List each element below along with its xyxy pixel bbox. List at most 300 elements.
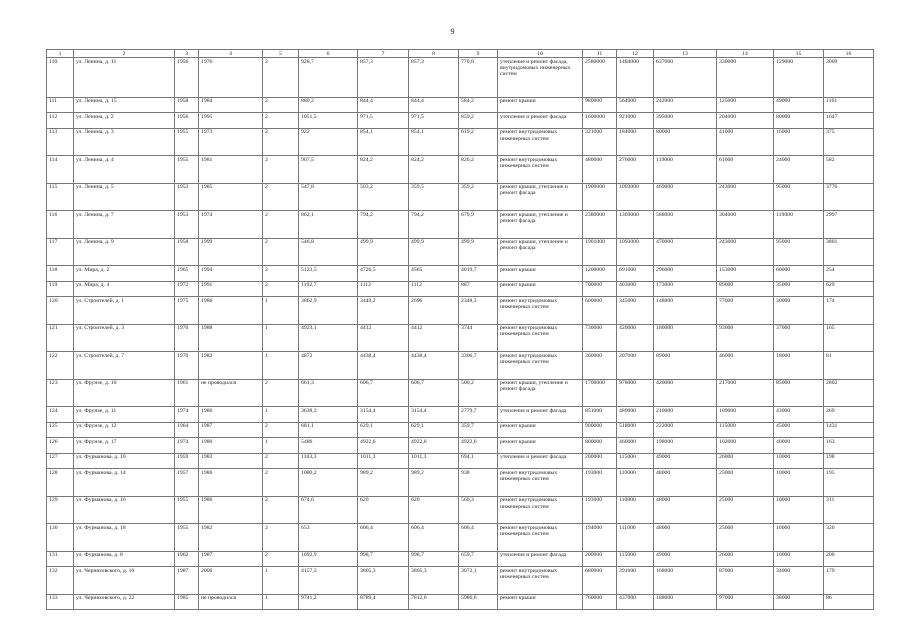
table-cell: 629,1 bbox=[409, 422, 459, 438]
table-row bbox=[47, 324, 874, 351]
table-cell: утепление и ремонт фасада bbox=[498, 113, 583, 129]
column-number-cell: 8 bbox=[409, 50, 459, 58]
table-cell: ул. Черняховского, д. 22 bbox=[74, 594, 175, 610]
table-cell: 989,2 bbox=[358, 469, 409, 496]
column-number-cell: 16 bbox=[824, 50, 874, 58]
table-cell: 2779,7 bbox=[459, 407, 498, 423]
table-cell: 242000 bbox=[654, 97, 717, 113]
table-cell: 1953 bbox=[175, 211, 199, 238]
table-cell: 653 bbox=[299, 524, 358, 551]
table-cell: 1955 bbox=[175, 156, 199, 183]
table-cell: 61000 bbox=[717, 156, 774, 183]
table-cell: 1970 bbox=[175, 352, 199, 379]
table-cell: 1953 bbox=[175, 183, 199, 210]
table-cell: 3805,3 bbox=[409, 567, 459, 594]
table-cell: 110000 bbox=[617, 469, 654, 496]
table-cell: 360000 bbox=[583, 352, 617, 379]
table-cell: 1956 bbox=[175, 113, 199, 129]
table-cell: ул. Фурманова, д. 14 bbox=[74, 469, 175, 496]
table-cell: 1958 bbox=[175, 238, 199, 265]
table-cell: 3638,3 bbox=[299, 407, 358, 423]
table-cell: 179 bbox=[824, 567, 874, 594]
table-cell: 304000 bbox=[717, 211, 774, 238]
table-row bbox=[47, 97, 874, 113]
table-cell: 1982 bbox=[199, 352, 263, 379]
table-cell: 4438,4 bbox=[409, 352, 459, 379]
table-cell: 207000 bbox=[617, 352, 654, 379]
table-cell: 48000 bbox=[654, 524, 717, 551]
table-cell: 1986 bbox=[199, 496, 263, 523]
table-cell: 130 bbox=[47, 524, 74, 551]
table-cell: 691000 bbox=[617, 266, 654, 282]
table-cell: 122 bbox=[47, 352, 74, 379]
table-row bbox=[47, 453, 874, 469]
table-cell: 391000 bbox=[617, 567, 654, 594]
table-cell: 1999 bbox=[199, 238, 263, 265]
table-cell: ул. Фрунзе, д. 11 bbox=[74, 407, 175, 423]
table-cell: 204000 bbox=[717, 113, 774, 129]
table-cell: 1973 bbox=[199, 128, 263, 155]
table-cell: 49000 bbox=[774, 97, 824, 113]
table-cell: 35000 bbox=[774, 281, 824, 297]
table-cell: 60000 bbox=[774, 266, 824, 282]
table-cell: 269 bbox=[824, 407, 874, 423]
table-cell: 1955 bbox=[175, 128, 199, 155]
table-cell: 165 bbox=[824, 324, 874, 351]
table-cell: 41000 bbox=[717, 128, 774, 155]
table-cell: 2997 bbox=[824, 211, 874, 238]
table-cell: 1 bbox=[263, 567, 299, 594]
table-row bbox=[47, 379, 874, 406]
table-cell: 115000 bbox=[617, 551, 654, 567]
table-cell: ремонт крыши, утепление и ремонт фасада bbox=[498, 379, 583, 406]
table-cell: 1647 bbox=[824, 113, 874, 129]
table-cell: 4872 bbox=[299, 352, 358, 379]
table-cell: 989,2 bbox=[409, 469, 459, 496]
table-cell: 30000 bbox=[774, 297, 824, 324]
table-cell: 49000 bbox=[654, 551, 717, 567]
table-cell: 922 bbox=[299, 128, 358, 155]
table-cell: 3154,4 bbox=[409, 407, 459, 423]
table-cell: 659,7 bbox=[459, 551, 498, 567]
table-cell: 5486 bbox=[299, 438, 358, 454]
table-cell: 254 bbox=[824, 266, 874, 282]
table-cell: 2 bbox=[263, 183, 299, 210]
table-cell: 971,5 bbox=[409, 113, 459, 129]
table-cell: 1995 bbox=[199, 113, 263, 129]
column-number-cell: 12 bbox=[617, 50, 654, 58]
table-cell: 503,2 bbox=[358, 183, 409, 210]
table-cell: 2 bbox=[263, 156, 299, 183]
table-cell: 1093000 bbox=[617, 183, 654, 210]
table-cell: 844,4 bbox=[358, 97, 409, 113]
table-cell: ремонт внутридомовых инженерных систем bbox=[498, 496, 583, 523]
table-cell: 112 bbox=[47, 113, 74, 129]
column-number-cell: 10 bbox=[498, 50, 583, 58]
table-cell: ремонт внутридомовых инженерных систем bbox=[498, 469, 583, 496]
table-cell: 2696 bbox=[409, 297, 459, 324]
table-cell: 77000 bbox=[717, 297, 774, 324]
table-cell: 584,2 bbox=[459, 97, 498, 113]
table-cell: 195 bbox=[824, 469, 874, 496]
table-cell: ремонт крыши, утепление и ремонт фасада bbox=[498, 211, 583, 238]
table-cell: 437000 bbox=[617, 594, 654, 610]
table-cell: 1 bbox=[263, 407, 299, 423]
table-row bbox=[47, 551, 874, 567]
table-cell: 80000 bbox=[654, 128, 717, 155]
table-cell: 359,7 bbox=[459, 422, 498, 438]
table-cell: 321000 bbox=[583, 128, 617, 155]
table-cell: 1994 bbox=[199, 266, 263, 282]
table-cell: 320 bbox=[824, 524, 874, 551]
table-cell: 25000 bbox=[717, 469, 774, 496]
column-number-cell: 2 bbox=[74, 50, 175, 58]
table-cell: 3862,9 bbox=[299, 297, 358, 324]
table-cell: 168000 bbox=[654, 567, 717, 594]
table-row bbox=[47, 438, 874, 454]
table-cell: 217000 bbox=[717, 379, 774, 406]
table-cell: 3072,1 bbox=[459, 567, 498, 594]
table-cell: 907,5 bbox=[299, 156, 358, 183]
table-cell: 859,2 bbox=[459, 113, 498, 129]
table-cell: 1987 bbox=[175, 567, 199, 594]
table-cell: ул. Ленина, д. 11 bbox=[74, 58, 175, 97]
table-cell: ул. Фурманова, д. 18 bbox=[74, 524, 175, 551]
table-cell: 128 bbox=[47, 469, 74, 496]
table-cell: 1980 bbox=[199, 438, 263, 454]
table-cell: утепление и ремонт фасада, внутридомовых инженерных систем bbox=[498, 58, 583, 97]
table-cell: 18000 bbox=[774, 352, 824, 379]
table-cell: 173000 bbox=[654, 281, 717, 297]
table-cell: 606,7 bbox=[358, 379, 409, 406]
table-cell: 1955 bbox=[175, 496, 199, 523]
table-cell: 2 bbox=[263, 113, 299, 129]
table-row bbox=[47, 496, 874, 523]
table-cell: 2 bbox=[263, 524, 299, 551]
table-cell: ремонт крыши bbox=[498, 281, 583, 297]
column-number-cell: 15 bbox=[774, 50, 824, 58]
table-cell: ул. Фрунзе, д. 10 bbox=[74, 379, 175, 406]
table-cell: 110000 bbox=[617, 496, 654, 523]
table-cell: ул. Ленина, д. 2 bbox=[74, 113, 175, 129]
table-cell: 760000 bbox=[583, 594, 617, 610]
table-cell: 1986 bbox=[199, 469, 263, 496]
table-cell: 489000 bbox=[617, 407, 654, 423]
table-cell: 120 bbox=[47, 297, 74, 324]
table-cell: 1093000 bbox=[617, 238, 654, 265]
table-cell: 629 bbox=[824, 281, 874, 297]
column-number-cell: 6 bbox=[299, 50, 358, 58]
table-cell: 978000 bbox=[617, 379, 654, 406]
table-cell: 824,2 bbox=[409, 156, 459, 183]
table-cell: ул. Ленина, д. 7 bbox=[74, 211, 175, 238]
table-cell: 606,4 bbox=[358, 524, 409, 551]
table-cell: 679,9 bbox=[459, 211, 498, 238]
table-cell: 1092,9 bbox=[299, 551, 358, 567]
table-cell: 857,3 bbox=[409, 58, 459, 97]
table-cell: ремонт внутридомовых инженерных систем bbox=[498, 297, 583, 324]
table-cell: 1 bbox=[263, 324, 299, 351]
table-cell: 629,1 bbox=[358, 422, 409, 438]
table-cell: 2 bbox=[263, 97, 299, 113]
table-cell: 470000 bbox=[654, 238, 717, 265]
column-number-cell: 4 bbox=[199, 50, 263, 58]
table-cell: ул. Мира, д. 4 bbox=[74, 281, 175, 297]
table-cell: 10000 bbox=[774, 469, 824, 496]
table-cell: 700000 bbox=[583, 281, 617, 297]
table-cell: ул. Ленина, д. 4 bbox=[74, 156, 175, 183]
table-row bbox=[47, 128, 874, 155]
table-cell: 547,8 bbox=[299, 183, 358, 210]
table-cell: 118 bbox=[47, 266, 74, 282]
table-cell: 770,8 bbox=[459, 58, 498, 97]
table-cell: ул. Фурманова, д. 16 bbox=[74, 496, 175, 523]
column-number-cell: 3 bbox=[175, 50, 199, 58]
table-cell: 1431 bbox=[824, 422, 874, 438]
table-cell: 1600000 bbox=[583, 113, 617, 129]
table-cell: 4412 bbox=[358, 324, 409, 351]
table-cell: ремонт крыши bbox=[498, 594, 583, 610]
table-cell: 1961 bbox=[175, 379, 199, 406]
table-cell: 1962 bbox=[175, 551, 199, 567]
table-cell: 499,9 bbox=[358, 238, 409, 265]
table-cell: 163 bbox=[824, 438, 874, 454]
table-cell: ул. Ленина, д. 15 bbox=[74, 97, 175, 113]
table-cell: 243000 bbox=[717, 183, 774, 210]
table-cell: 998,7 bbox=[409, 551, 459, 567]
table-cell: утепление и ремонт фасада bbox=[498, 551, 583, 567]
table-cell: 900000 bbox=[583, 422, 617, 438]
table-cell: 1112 bbox=[358, 281, 409, 297]
table-cell: 1974 bbox=[175, 438, 199, 454]
table-cell: 25000 bbox=[717, 524, 774, 551]
table-cell: 1192,7 bbox=[299, 281, 358, 297]
table-cell: 26000 bbox=[717, 551, 774, 567]
table-cell: 606,7 bbox=[409, 379, 459, 406]
table-cell: 48000 bbox=[654, 496, 717, 523]
table-cell: 4019,7 bbox=[459, 266, 498, 282]
table-cell: 95000 bbox=[774, 183, 824, 210]
table-cell: ремонт внутридомовых инженерных систем bbox=[498, 156, 583, 183]
column-number-cell: 14 bbox=[717, 50, 774, 58]
table-cell: 117 bbox=[47, 238, 74, 265]
table-cell: 43000 bbox=[774, 407, 824, 423]
table-cell: 403000 bbox=[617, 281, 654, 297]
table-cell: 45000 bbox=[774, 422, 824, 438]
table-cell: 1976 bbox=[199, 58, 263, 97]
table-row bbox=[47, 156, 874, 183]
table-cell: 121 bbox=[47, 324, 74, 351]
table-cell: 311 bbox=[824, 496, 874, 523]
table-cell: 1901000 bbox=[583, 238, 617, 265]
table-cell: 862,1 bbox=[299, 211, 358, 238]
table-cell: 1986 bbox=[199, 297, 263, 324]
table-cell: 971,5 bbox=[358, 113, 409, 129]
column-number-row bbox=[47, 50, 874, 58]
table-cell: 5986,6 bbox=[459, 594, 498, 610]
table-cell: 1161 bbox=[824, 97, 874, 113]
table-cell: 119000 bbox=[654, 156, 717, 183]
table-row bbox=[47, 524, 874, 551]
table-cell: 48000 bbox=[654, 469, 717, 496]
table-cell: 34000 bbox=[774, 567, 824, 594]
table-cell: 10000 bbox=[774, 453, 824, 469]
table-cell: 1982 bbox=[199, 524, 263, 551]
table-cell: 794,2 bbox=[409, 211, 459, 238]
table-cell: 330000 bbox=[717, 58, 774, 97]
table-cell: не проводился bbox=[199, 379, 263, 406]
table-cell: 1 bbox=[263, 352, 299, 379]
table-cell: 2 bbox=[263, 281, 299, 297]
table-cell: ремонт крыши bbox=[498, 266, 583, 282]
table-cell: 10000 bbox=[774, 524, 824, 551]
table-cell: 111 bbox=[47, 97, 74, 113]
table-cell: 1103,3 bbox=[299, 453, 358, 469]
table-cell: 115000 bbox=[717, 422, 774, 438]
table-cell: 1011,3 bbox=[409, 453, 459, 469]
table-cell: 998,7 bbox=[358, 551, 409, 567]
table-cell: 674,6 bbox=[299, 496, 358, 523]
table-cell: 3306,7 bbox=[459, 352, 498, 379]
table-cell: 1051,5 bbox=[299, 113, 358, 129]
table-cell: 119 bbox=[47, 281, 74, 297]
table-cell: 681,1 bbox=[299, 422, 358, 438]
table-cell: 115 bbox=[47, 183, 74, 210]
table-cell: 854,1 bbox=[409, 128, 459, 155]
table-cell: ремонт крыши, утепление и ремонт фасада bbox=[498, 238, 583, 265]
table-cell: 8789,4 bbox=[358, 594, 409, 610]
table-cell: 420000 bbox=[654, 379, 717, 406]
table-row bbox=[47, 352, 874, 379]
table-cell: 824,2 bbox=[358, 156, 409, 183]
table-cell: ул. Фурманова, д. 8 bbox=[74, 551, 175, 567]
table-cell: 600000 bbox=[583, 297, 617, 324]
table-cell: 26000 bbox=[717, 453, 774, 469]
table-cell: 129000 bbox=[774, 58, 824, 97]
table-cell: 113 bbox=[47, 128, 74, 155]
table-cell: 1970 bbox=[175, 324, 199, 351]
table-cell: 1987 bbox=[199, 422, 263, 438]
table-cell: 794,2 bbox=[358, 211, 409, 238]
table-cell: 1 bbox=[263, 297, 299, 324]
table-cell: 296000 bbox=[654, 266, 717, 282]
table-row bbox=[47, 238, 874, 265]
table-cell: 1957 bbox=[175, 469, 199, 496]
table-cell: 4922,6 bbox=[459, 438, 498, 454]
table-cell: 1200000 bbox=[583, 266, 617, 282]
table-cell: утепление и ремонт фасада bbox=[498, 453, 583, 469]
table-body bbox=[47, 58, 874, 610]
table-cell: 499,9 bbox=[459, 238, 498, 265]
table-row bbox=[47, 297, 874, 324]
table-cell: ремонт внутридомовых инженерных систем bbox=[498, 524, 583, 551]
table-cell: 119000 bbox=[774, 211, 824, 238]
table-cell: 375 bbox=[824, 128, 874, 155]
table-cell: 680000 bbox=[583, 567, 617, 594]
table-cell: 606,4 bbox=[409, 524, 459, 551]
table-cell: 1986 bbox=[199, 407, 263, 423]
table-cell: 2 bbox=[263, 379, 299, 406]
table-cell: 129 bbox=[47, 496, 74, 523]
table-cell: 3801 bbox=[824, 238, 874, 265]
table-cell: 499,9 bbox=[409, 238, 459, 265]
table-row bbox=[47, 422, 874, 438]
housing-repair-table bbox=[46, 49, 874, 610]
table-cell: 469000 bbox=[654, 183, 717, 210]
table-row bbox=[47, 58, 874, 97]
table-cell: ремонт крыши bbox=[498, 422, 583, 438]
table-cell: 4726,5 bbox=[358, 266, 409, 282]
table-cell: ул. Черняховского, д. 16 bbox=[74, 567, 175, 594]
table-cell: 174 bbox=[824, 297, 874, 324]
table-cell: 102000 bbox=[717, 438, 774, 454]
table-row bbox=[47, 183, 874, 210]
table-cell: 3805,3 bbox=[358, 567, 409, 594]
table-cell: 81 bbox=[824, 352, 874, 379]
table-cell: 980000 bbox=[583, 97, 617, 113]
table-cell: 560,3 bbox=[459, 496, 498, 523]
table-cell: 395000 bbox=[654, 113, 717, 129]
table-cell: 730000 bbox=[583, 324, 617, 351]
table-cell: ремонт внутридомовых инженерных систем bbox=[498, 128, 583, 155]
table-cell: 153000 bbox=[717, 266, 774, 282]
table-cell: 85000 bbox=[774, 379, 824, 406]
table-cell: 928,7 bbox=[299, 58, 358, 97]
table-cell: 200000 bbox=[583, 551, 617, 567]
table-cell: 4412 bbox=[409, 324, 459, 351]
table-cell: 2 bbox=[263, 453, 299, 469]
table-row bbox=[47, 407, 874, 423]
table-row bbox=[47, 281, 874, 297]
table-row bbox=[47, 266, 874, 282]
table-cell: 89000 bbox=[654, 352, 717, 379]
table-cell: 880,2 bbox=[299, 97, 358, 113]
table-cell: 1112 bbox=[409, 281, 459, 297]
table-cell: 5123,5 bbox=[299, 266, 358, 282]
table-cell: 857,3 bbox=[358, 58, 409, 97]
table-cell: 1011,3 bbox=[358, 453, 409, 469]
table-cell: 854,1 bbox=[358, 128, 409, 155]
table-cell: 1959 bbox=[175, 453, 199, 469]
table-cell: ремонт крыши bbox=[498, 97, 583, 113]
table-cell: 2 bbox=[263, 58, 299, 97]
table-cell: ул. Ленина, д. 5 bbox=[74, 183, 175, 210]
column-number-cell: 9 bbox=[459, 50, 498, 58]
table-cell: 49000 bbox=[654, 453, 717, 469]
table-cell: 826,2 bbox=[459, 156, 498, 183]
table-cell: 3449,2 bbox=[358, 297, 409, 324]
table-cell: 116 bbox=[47, 211, 74, 238]
table-cell: 10000 bbox=[774, 551, 824, 567]
table-cell: 1983 bbox=[199, 453, 263, 469]
table-cell: 606,4 bbox=[459, 524, 498, 551]
table-cell: 921000 bbox=[617, 113, 654, 129]
table-cell: 1369000 bbox=[617, 211, 654, 238]
table-cell: 194000 bbox=[583, 524, 617, 551]
table-cell: 3776 bbox=[824, 183, 874, 210]
table-cell: 125 bbox=[47, 422, 74, 438]
table-cell: 1958 bbox=[175, 97, 199, 113]
table-cell: 2 bbox=[263, 551, 299, 567]
table-cell: 4922,6 bbox=[358, 438, 409, 454]
table-row bbox=[47, 567, 874, 594]
table-cell: 124 bbox=[47, 407, 74, 423]
page-number: 9 bbox=[450, 27, 455, 36]
table-cell: 1987 bbox=[199, 551, 263, 567]
table-cell: 1985 bbox=[199, 183, 263, 210]
table-cell: 110 bbox=[47, 58, 74, 97]
table-cell: 2802 bbox=[824, 379, 874, 406]
